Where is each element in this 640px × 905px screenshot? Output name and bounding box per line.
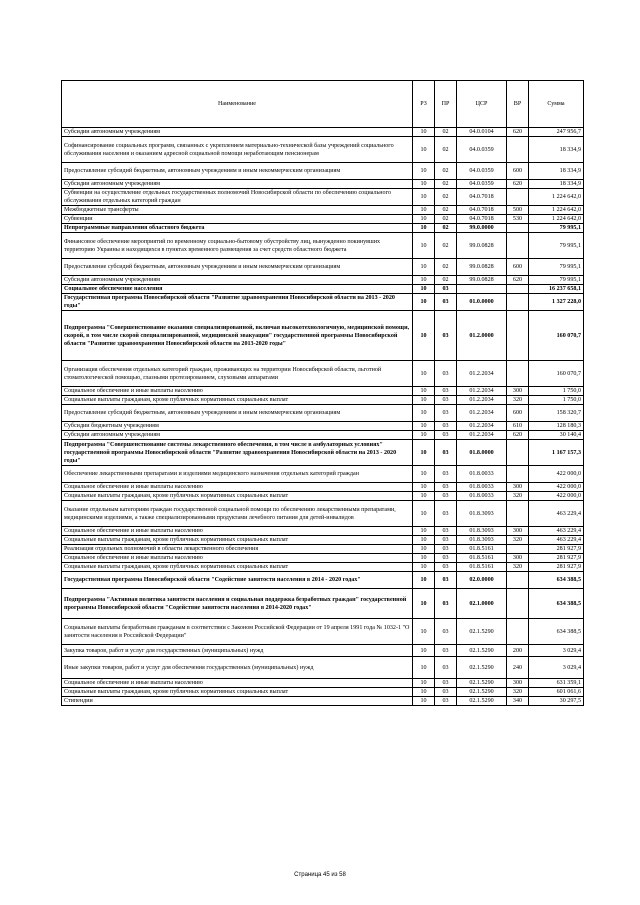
table-row	[62, 527, 584, 536]
table-row	[62, 688, 584, 697]
cell-csr: 01.8.3093	[457, 501, 507, 527]
cell-vr	[507, 501, 529, 527]
cell-name: Субсидии автономным учреждениям	[62, 276, 413, 285]
table-row	[62, 180, 584, 189]
cell-rz: 10	[413, 483, 435, 492]
cell-pr: 02	[435, 163, 457, 180]
cell-csr: 01.8.0000	[457, 440, 507, 466]
cell-name: Субсидии автономным учреждениям	[62, 180, 413, 189]
cell-vr: 320	[507, 492, 529, 501]
cell-csr: 04.0.7018	[457, 189, 507, 206]
cell-vr	[507, 224, 529, 233]
cell-rz: 10	[413, 679, 435, 688]
cell-sum: 463 229,4	[529, 527, 584, 536]
cell-csr: 04.0.7018	[457, 215, 507, 224]
table-row	[62, 311, 584, 361]
cell-name: Социальные выплаты гражданам, кроме публичных нормативных социальных выплат	[62, 563, 413, 572]
cell-vr	[507, 233, 529, 259]
cell-vr	[507, 466, 529, 483]
cell-csr: 99.0.0000	[457, 224, 507, 233]
cell-name: Подпрограмма "Совершенствование системы лекарственного обеспечения, в том числе в амбулаторных условиях" государственной программы Новосибирской области "Развитие здравоохранения Новосибирской области на 2013 - 2020 годы"	[62, 440, 413, 466]
cell-pr: 03	[435, 396, 457, 405]
cell-name: Организация обеспечения отдельных категорий граждан, проживающих на территории Новосибирской области, льготной стоматологической помощью, глазными протезированием, слуховыми аппаратами	[62, 361, 413, 387]
cell-sum: 281 927,9	[529, 554, 584, 563]
cell-name: Социальное обеспечение и иные выплаты населению	[62, 679, 413, 688]
cell-csr: 01.2.2034	[457, 431, 507, 440]
cell-rz: 10	[413, 215, 435, 224]
cell-vr: 240	[507, 657, 529, 679]
table-row	[62, 657, 584, 679]
cell-sum: 601 061,6	[529, 688, 584, 697]
cell-rz: 10	[413, 189, 435, 206]
cell-name: Непрограммные направления областного бюджета	[62, 224, 413, 233]
cell-vr: 300	[507, 554, 529, 563]
table-row	[62, 206, 584, 215]
cell-pr: 03	[435, 536, 457, 545]
cell-sum: 463 229,4	[529, 536, 584, 545]
cell-csr: 02.1.5290	[457, 657, 507, 679]
table-row	[62, 137, 584, 163]
cell-name: Государственная программа Новосибирской области "Содействие занятости населения в 2014 - 2020 годах"	[62, 572, 413, 589]
cell-csr: 99.0.0828	[457, 276, 507, 285]
cell-sum: 631 359,1	[529, 679, 584, 688]
table-row	[62, 501, 584, 527]
cell-name: Государственная программа Новосибирской области "Развитие здравоохранения Новосибирской области на 2013 - 2020 годы"	[62, 294, 413, 311]
cell-rz: 10	[413, 492, 435, 501]
header-sum: Сумма	[529, 81, 584, 128]
table-body	[62, 128, 584, 706]
cell-name: Оказание отдельным категориям граждан государственной социальной помощи по обеспечению лекарственными препаратами, медицинскими изделиями, а также специализированными продуктами лечебного питания для детей-инвалидов	[62, 501, 413, 527]
cell-rz: 10	[413, 645, 435, 657]
cell-vr: 320	[507, 536, 529, 545]
table-row	[62, 396, 584, 405]
cell-rz: 10	[413, 285, 435, 294]
cell-pr: 02	[435, 276, 457, 285]
cell-vr: 320	[507, 563, 529, 572]
cell-rz: 10	[413, 440, 435, 466]
cell-pr: 03	[435, 554, 457, 563]
cell-sum: 634 388,5	[529, 589, 584, 619]
header-rz: РЗ	[413, 81, 435, 128]
cell-name: Подпрограмма "Совершенствование оказания специализированной, включая высокотехнологичную, медицинской помощи, скорой, в том числе скорой специализированной, медицинской эвакуации" государственной программы Новосибирской области "Развитие здравоохранения Новосибирской области на 2013-2020 годы"	[62, 311, 413, 361]
cell-vr: 300	[507, 387, 529, 396]
cell-sum: 3 029,4	[529, 645, 584, 657]
cell-sum: 1 750,0	[529, 387, 584, 396]
table-row	[62, 440, 584, 466]
cell-name: Обеспечение лекарственными препаратами и изделиями медицинского назначения отдельных категорий граждан	[62, 466, 413, 483]
cell-sum: 160 070,7	[529, 361, 584, 387]
cell-pr: 03	[435, 688, 457, 697]
cell-csr: 02.1.5290	[457, 679, 507, 688]
cell-name: Социальные выплаты безработным гражданам в соответствии с Законом Российской Федерации от 19 апреля 1991 года № 1032-1 "О занятости населения в Российской Федерации"	[62, 619, 413, 645]
table-row	[62, 224, 584, 233]
cell-pr: 02	[435, 128, 457, 137]
cell-pr: 03	[435, 387, 457, 396]
cell-name: Софинансирование социальных программ, связанных с укреплением материально-технической базы учреждений социального обслуживания населения и оказанием адресной социальной помощи неработающим пенсионерам	[62, 137, 413, 163]
cell-csr: 04.0.0359	[457, 137, 507, 163]
cell-csr: 01.8.0033	[457, 466, 507, 483]
cell-vr: 610	[507, 422, 529, 431]
cell-name: Социальные выплаты гражданам, кроме публичных нормативных социальных выплат	[62, 492, 413, 501]
cell-pr: 03	[435, 501, 457, 527]
cell-sum: 79 995,1	[529, 233, 584, 259]
cell-vr	[507, 189, 529, 206]
cell-vr: 300	[507, 679, 529, 688]
cell-pr: 03	[435, 589, 457, 619]
cell-rz: 10	[413, 688, 435, 697]
table-row	[62, 422, 584, 431]
cell-pr: 02	[435, 215, 457, 224]
cell-name: Субсидии автономным учреждениям	[62, 128, 413, 137]
cell-vr: 620	[507, 180, 529, 189]
cell-csr: 01.2.2034	[457, 361, 507, 387]
cell-rz: 10	[413, 294, 435, 311]
cell-rz: 10	[413, 128, 435, 137]
cell-csr: 02.1.5290	[457, 697, 507, 706]
cell-vr: 600	[507, 259, 529, 276]
cell-pr: 03	[435, 492, 457, 501]
cell-vr: 320	[507, 396, 529, 405]
cell-rz: 10	[413, 697, 435, 706]
cell-csr: 04.0.7018	[457, 206, 507, 215]
cell-sum: 281 927,9	[529, 545, 584, 554]
cell-rz: 10	[413, 545, 435, 554]
cell-pr: 03	[435, 431, 457, 440]
cell-pr: 03	[435, 361, 457, 387]
header-csr: ЦСР	[457, 81, 507, 128]
cell-name: Субвенции	[62, 215, 413, 224]
cell-sum: 79 995,1	[529, 259, 584, 276]
table-row	[62, 431, 584, 440]
cell-name: Социальное обеспечение и иные выплаты населению	[62, 527, 413, 536]
table-row	[62, 189, 584, 206]
cell-rz: 10	[413, 387, 435, 396]
cell-sum: 18 334,9	[529, 163, 584, 180]
cell-rz: 10	[413, 311, 435, 361]
cell-sum: 30 297,5	[529, 697, 584, 706]
cell-rz: 10	[413, 589, 435, 619]
cell-rz: 10	[413, 405, 435, 422]
cell-pr: 03	[435, 311, 457, 361]
cell-rz: 10	[413, 466, 435, 483]
cell-vr: 320	[507, 688, 529, 697]
cell-vr	[507, 545, 529, 554]
cell-rz: 10	[413, 563, 435, 572]
cell-csr: 02.1.5290	[457, 688, 507, 697]
cell-rz: 10	[413, 572, 435, 589]
cell-pr: 03	[435, 294, 457, 311]
cell-name: Предоставление субсидий бюджетным, автономным учреждениям и иным некоммерческим организациям	[62, 163, 413, 180]
cell-vr	[507, 294, 529, 311]
cell-csr: 02.0.0000	[457, 572, 507, 589]
cell-rz: 10	[413, 554, 435, 563]
cell-vr: 600	[507, 163, 529, 180]
table-row	[62, 466, 584, 483]
cell-csr: 01.8.5161	[457, 563, 507, 572]
cell-vr: 620	[507, 431, 529, 440]
cell-vr: 500	[507, 206, 529, 215]
cell-sum: 1 327 228,0	[529, 294, 584, 311]
cell-vr: 300	[507, 527, 529, 536]
cell-csr: 01.8.5161	[457, 545, 507, 554]
table-row	[62, 294, 584, 311]
cell-sum: 422 000,0	[529, 483, 584, 492]
cell-pr: 03	[435, 645, 457, 657]
header-pr: ПР	[435, 81, 457, 128]
table-row	[62, 276, 584, 285]
cell-name: Социальное обеспечение и иные выплаты населению	[62, 387, 413, 396]
cell-rz: 10	[413, 431, 435, 440]
cell-vr	[507, 619, 529, 645]
cell-rz: 10	[413, 501, 435, 527]
cell-csr: 01.8.3093	[457, 527, 507, 536]
cell-rz: 10	[413, 259, 435, 276]
cell-sum: 422 000,0	[529, 466, 584, 483]
table-row	[62, 163, 584, 180]
cell-rz: 10	[413, 422, 435, 431]
cell-sum: 128 180,3	[529, 422, 584, 431]
cell-name: Предоставление субсидий бюджетным, автономным учреждениям и иным некоммерческим организациям	[62, 259, 413, 276]
cell-csr: 01.2.2034	[457, 396, 507, 405]
table-row	[62, 215, 584, 224]
cell-name: Подпрограмма "Активная политика занятости населения и социальная поддержка безработных граждан" государственной программы Новосибирской области "Содействие занятости населения в 2014-2020 годах"	[62, 589, 413, 619]
table-row	[62, 619, 584, 645]
cell-sum: 79 995,1	[529, 276, 584, 285]
cell-csr: 04.0.0104	[457, 128, 507, 137]
cell-csr: 01.2.2034	[457, 422, 507, 431]
cell-pr: 03	[435, 527, 457, 536]
cell-sum: 3 029,4	[529, 657, 584, 679]
cell-vr: 530	[507, 215, 529, 224]
cell-sum: 634 388,5	[529, 572, 584, 589]
table-row	[62, 572, 584, 589]
cell-rz: 10	[413, 396, 435, 405]
cell-name: Субвенции на осуществление отдельных государственных полномочий Новосибирской области по обеспечению социального обслуживания отдельных категорий граждан	[62, 189, 413, 206]
cell-vr: 620	[507, 276, 529, 285]
cell-name: Финансовое обеспечение мероприятий по временному социально-бытовому обустройству лиц, вынужденно покинувших территорию Украины и находящихся в пунктах временного размещения за счет средств областного бюджета	[62, 233, 413, 259]
cell-vr: 300	[507, 483, 529, 492]
cell-vr: 620	[507, 128, 529, 137]
cell-pr: 02	[435, 224, 457, 233]
cell-sum: 1 224 642,0	[529, 206, 584, 215]
table-row	[62, 128, 584, 137]
cell-name: Социальные выплаты гражданам, кроме публичных нормативных социальных выплат	[62, 396, 413, 405]
cell-pr: 03	[435, 657, 457, 679]
cell-sum: 1 167 157,3	[529, 440, 584, 466]
header-vr: ВР	[507, 81, 529, 128]
cell-sum: 634 388,5	[529, 619, 584, 645]
cell-pr: 03	[435, 545, 457, 554]
cell-csr: 01.2.2034	[457, 387, 507, 396]
cell-name: Межбюджетные трансферты	[62, 206, 413, 215]
table-row	[62, 387, 584, 396]
cell-csr: 99.0.0828	[457, 259, 507, 276]
cell-csr: 04.0.0359	[457, 180, 507, 189]
cell-pr: 03	[435, 563, 457, 572]
cell-vr	[507, 311, 529, 361]
cell-vr	[507, 572, 529, 589]
cell-sum: 18 334,9	[529, 137, 584, 163]
cell-rz: 10	[413, 619, 435, 645]
cell-rz: 10	[413, 137, 435, 163]
cell-rz: 10	[413, 233, 435, 259]
table-row	[62, 483, 584, 492]
cell-vr: 340	[507, 697, 529, 706]
cell-pr: 03	[435, 466, 457, 483]
cell-pr: 02	[435, 259, 457, 276]
cell-csr: 01.8.0033	[457, 483, 507, 492]
table-row	[62, 545, 584, 554]
cell-vr: 200	[507, 645, 529, 657]
cell-vr	[507, 361, 529, 387]
cell-name: Реализация отдельных полномочий в области лекарственного обеспечения	[62, 545, 413, 554]
cell-name: Социальное обеспечение и иные выплаты населению	[62, 554, 413, 563]
cell-pr: 03	[435, 679, 457, 688]
table-row	[62, 554, 584, 563]
table-row	[62, 233, 584, 259]
cell-rz: 10	[413, 163, 435, 180]
cell-pr: 02	[435, 137, 457, 163]
cell-vr: 600	[507, 405, 529, 422]
table-row	[62, 679, 584, 688]
header-name: Наименование	[62, 81, 413, 128]
cell-csr: 02.1.5290	[457, 619, 507, 645]
cell-rz: 10	[413, 527, 435, 536]
cell-name: Субсидии автономным учреждениям	[62, 431, 413, 440]
cell-rz: 10	[413, 206, 435, 215]
cell-csr: 01.8.0033	[457, 492, 507, 501]
cell-sum: 1 750,0	[529, 396, 584, 405]
cell-csr: 01.0.0000	[457, 294, 507, 311]
cell-vr	[507, 137, 529, 163]
table-row	[62, 589, 584, 619]
cell-sum: 30 140,4	[529, 431, 584, 440]
cell-csr: 01.2.2034	[457, 405, 507, 422]
cell-csr: 02.1.0000	[457, 589, 507, 619]
cell-csr: 04.0.0359	[457, 163, 507, 180]
table-row	[62, 563, 584, 572]
cell-sum: 422 000,0	[529, 492, 584, 501]
cell-csr: 01.8.5161	[457, 554, 507, 563]
table-header	[62, 81, 584, 128]
cell-pr: 02	[435, 233, 457, 259]
table-row	[62, 259, 584, 276]
cell-name: Социальные выплаты гражданам, кроме публичных нормативных социальных выплат	[62, 536, 413, 545]
table-row	[62, 697, 584, 706]
cell-pr: 02	[435, 189, 457, 206]
cell-csr	[457, 285, 507, 294]
table-row	[62, 492, 584, 501]
cell-rz: 10	[413, 536, 435, 545]
cell-vr	[507, 285, 529, 294]
cell-pr: 03	[435, 619, 457, 645]
table-row	[62, 536, 584, 545]
budget-table	[61, 80, 584, 706]
page-number: Страница 45 из 58	[294, 872, 346, 878]
table-row	[62, 361, 584, 387]
cell-sum: 79 995,1	[529, 224, 584, 233]
cell-pr: 02	[435, 206, 457, 215]
cell-sum: 160 070,7	[529, 311, 584, 361]
cell-sum: 158 320,7	[529, 405, 584, 422]
cell-rz: 10	[413, 361, 435, 387]
cell-vr	[507, 589, 529, 619]
cell-rz: 10	[413, 276, 435, 285]
cell-name: Иные закупки товаров, работ и услуг для обеспечения государственных (муниципальных) нужд	[62, 657, 413, 679]
cell-name: Закупка товаров, работ и услуг для государственных (муниципальных) нужд	[62, 645, 413, 657]
cell-csr: 99.0.0828	[457, 233, 507, 259]
table-row	[62, 645, 584, 657]
cell-sum: 1 224 642,0	[529, 189, 584, 206]
cell-name: Социальное обеспечение населения	[62, 285, 413, 294]
cell-pr: 03	[435, 572, 457, 589]
cell-rz: 10	[413, 657, 435, 679]
cell-pr: 03	[435, 440, 457, 466]
cell-csr: 02.1.5290	[457, 645, 507, 657]
cell-csr: 01.2.0000	[457, 311, 507, 361]
table-row	[62, 285, 584, 294]
cell-sum: 16 237 658,1	[529, 285, 584, 294]
cell-vr	[507, 440, 529, 466]
cell-rz: 10	[413, 224, 435, 233]
cell-sum: 18 334,9	[529, 180, 584, 189]
cell-sum: 247 956,7	[529, 128, 584, 137]
cell-csr: 01.8.3093	[457, 536, 507, 545]
cell-name: Социальное обеспечение и иные выплаты населению	[62, 483, 413, 492]
cell-pr: 03	[435, 405, 457, 422]
cell-name: Социальные выплаты гражданам, кроме публичных нормативных социальных выплат	[62, 688, 413, 697]
cell-pr: 03	[435, 697, 457, 706]
cell-name: Субсидии бюджетным учреждениям	[62, 422, 413, 431]
cell-rz: 10	[413, 180, 435, 189]
cell-pr: 03	[435, 422, 457, 431]
cell-pr: 03	[435, 483, 457, 492]
cell-sum: 281 927,9	[529, 563, 584, 572]
cell-sum: 463 229,4	[529, 501, 584, 527]
table-row	[62, 405, 584, 422]
cell-name: Предоставление субсидий бюджетным, автономным учреждениям и иным некоммерческим организациям	[62, 405, 413, 422]
cell-pr: 03	[435, 285, 457, 294]
cell-sum: 1 224 642,0	[529, 215, 584, 224]
cell-name: Стипендии	[62, 697, 413, 706]
cell-pr: 02	[435, 180, 457, 189]
